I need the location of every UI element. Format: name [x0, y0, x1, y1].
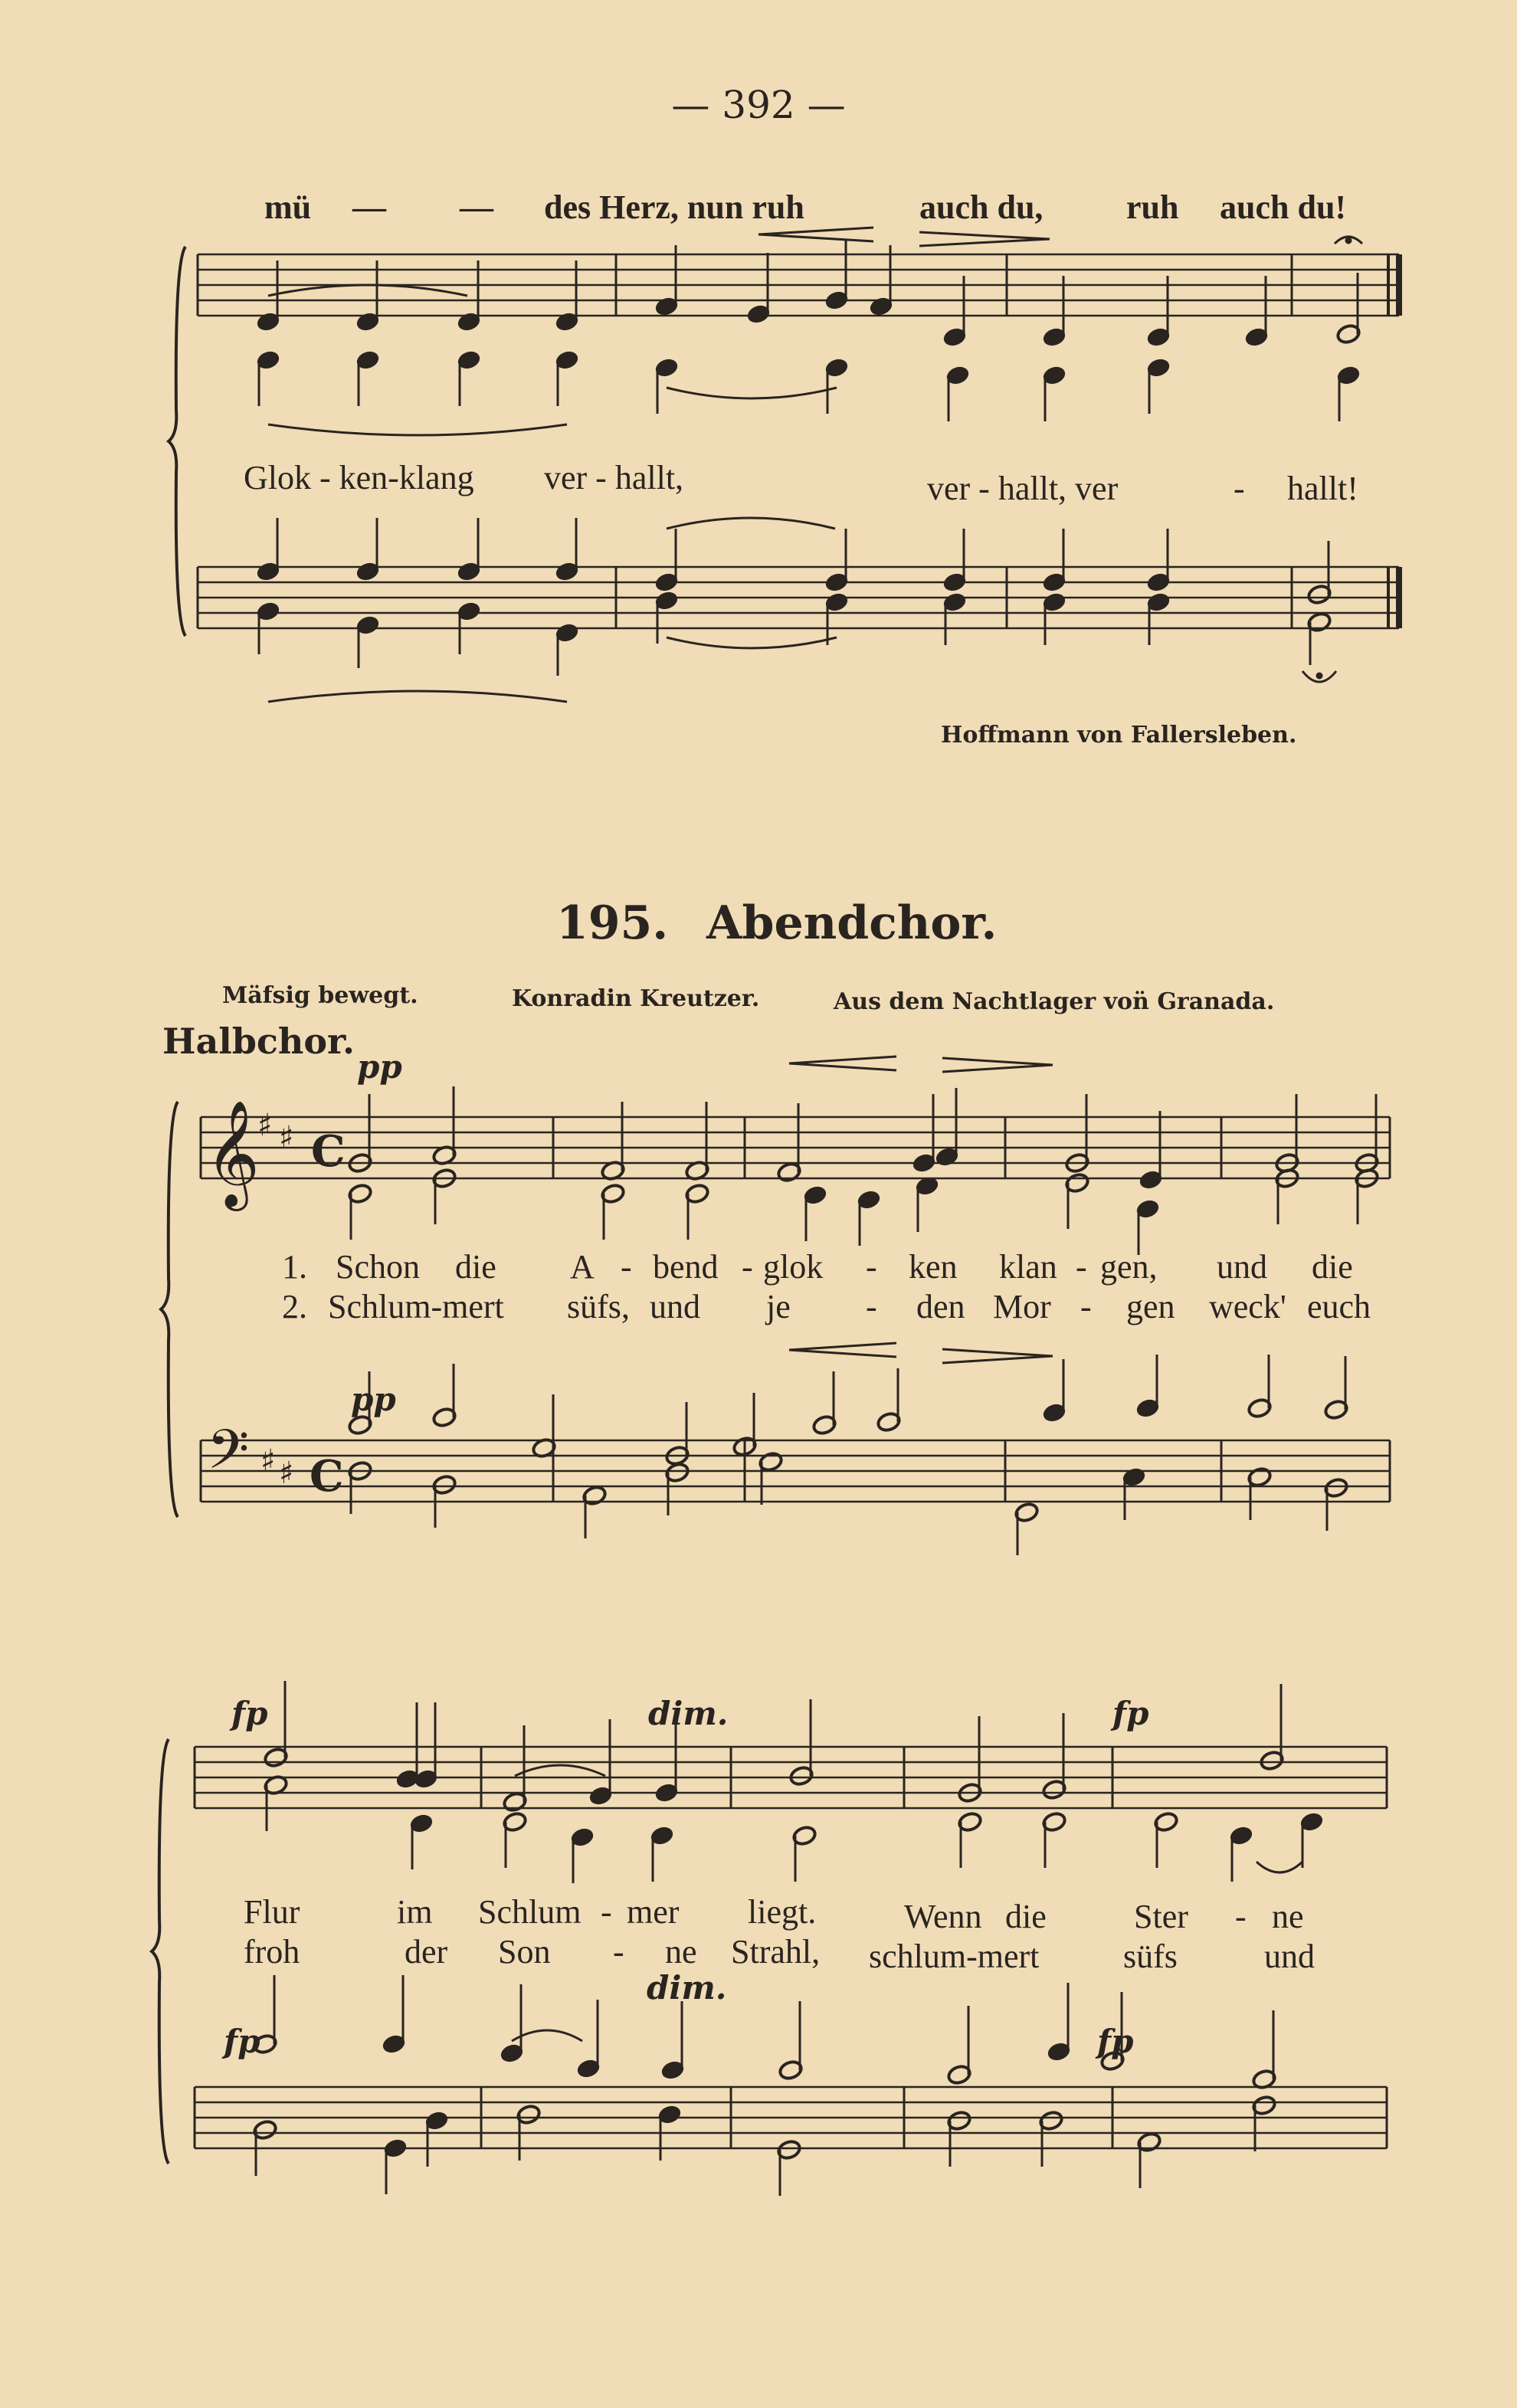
song-number: 195.: [556, 896, 669, 950]
verse1-word: gen,: [1100, 1248, 1158, 1286]
verse1c-word: -: [1235, 1898, 1247, 1935]
tempo-marking: Mäfsig bewegt.: [222, 982, 418, 1009]
dynamic-dim-1: dim.: [648, 1695, 729, 1732]
crescendo-hairpin: [789, 1057, 896, 1063]
verse2-word: gen: [1126, 1288, 1175, 1325]
time-signature: C: [310, 1451, 344, 1502]
verse1-word: bend: [653, 1248, 719, 1286]
verse1-word: -: [742, 1248, 753, 1286]
slur: [268, 285, 467, 296]
verse1c-word: Ster: [1134, 1898, 1188, 1935]
verse2-word: euch: [1307, 1288, 1371, 1325]
verse1-word: Schon: [336, 1248, 420, 1286]
slur: [512, 2030, 582, 2041]
verse1c-word: Flur: [244, 1893, 300, 1931]
verse1-word: -: [866, 1248, 877, 1286]
sharp-icon: ♯: [260, 1443, 276, 1479]
lyric-lower-2: ver - hallt,: [544, 459, 684, 496]
lyric-upper-3: —: [460, 188, 493, 226]
verse2-word: -: [866, 1288, 877, 1325]
verse1-word: glok: [763, 1248, 824, 1286]
verse1-word: klan: [999, 1248, 1057, 1286]
verse2-word: weck': [1209, 1288, 1286, 1325]
lyric-lower-4: -: [1234, 470, 1245, 507]
lyric-upper-5: auch du,: [919, 188, 1044, 226]
verse2c-word: -: [613, 1933, 624, 1971]
verse1c-word: -: [601, 1893, 612, 1931]
verse1c-word: ne: [1272, 1898, 1304, 1935]
verse2-word: den: [916, 1288, 965, 1325]
composer: Konradin Kreutzer.: [512, 985, 760, 1012]
decrescendo-hairpin: [919, 232, 1050, 239]
treble-clef-icon: 𝄞: [205, 1100, 260, 1207]
dynamic-pp-bass: pp: [351, 1381, 396, 1418]
dynamic-fp-1: fp: [231, 1695, 268, 1732]
verse2c-word: und: [1264, 1938, 1315, 1975]
system-brace: [169, 247, 185, 636]
lyric-upper-1: mü: [264, 188, 312, 226]
verse1-word: -: [1076, 1248, 1087, 1286]
sharp-icon: ♯: [257, 1108, 273, 1143]
verse2-word: -: [1080, 1288, 1092, 1325]
verse2c-word: Son: [498, 1933, 551, 1971]
slur: [1257, 1862, 1302, 1872]
page-number: — 392 —: [671, 83, 846, 127]
sharp-icon: ♯: [279, 1120, 294, 1155]
section-label: Halbchor.: [162, 1021, 355, 1062]
bass-clef-icon: 𝄢: [207, 1418, 250, 1495]
verse1-word: und: [1217, 1248, 1267, 1286]
crescendo-hairpin: [789, 1350, 896, 1357]
crescendo-hairpin: [758, 228, 873, 234]
dynamic-fp-2: fp: [1112, 1695, 1149, 1732]
verse1-word: ken: [909, 1248, 958, 1286]
slur: [268, 691, 567, 702]
verse2-word: Schlum-mert: [328, 1288, 504, 1325]
decrescendo-hairpin: [942, 1065, 1053, 1072]
system-brace: [152, 1739, 169, 2164]
verse2-word: Mor: [993, 1288, 1051, 1325]
decrescendo-hairpin: [942, 1058, 1053, 1065]
verse1-word: die: [455, 1248, 496, 1286]
verse1-word: die: [1312, 1248, 1353, 1286]
verse2c-word: süfs: [1123, 1938, 1178, 1975]
lyric-upper-4: des Herz, nun ruh: [544, 188, 804, 226]
song-title: Abendchor.: [706, 896, 998, 950]
verse2-word: je: [766, 1288, 791, 1325]
lyric-lower-3: ver - hallt, ver: [927, 470, 1119, 507]
system-brace: [161, 1102, 178, 1517]
slur: [515, 1765, 605, 1776]
crescendo-hairpin: [758, 234, 873, 241]
crescendo-hairpin: [789, 1063, 896, 1070]
decrescendo-hairpin: [919, 239, 1050, 246]
verse1-word: -: [621, 1248, 632, 1286]
slur: [667, 388, 837, 398]
slur: [667, 637, 837, 648]
verse2c-word: schlum-mert: [869, 1938, 1040, 1975]
verse1c-word: Wenn: [904, 1898, 982, 1935]
lyric-upper-7: auch du!: [1220, 188, 1347, 226]
dynamic-fp-4: fp: [1097, 2023, 1134, 2060]
fermata: [1316, 673, 1322, 679]
sharp-icon: ♯: [279, 1456, 294, 1491]
dynamic-dim-2: dim.: [647, 1969, 727, 2007]
crescendo-hairpin: [789, 1343, 896, 1350]
verse2c-word: froh: [244, 1933, 300, 1971]
verse2c-word: der: [405, 1933, 448, 1971]
time-signature: C: [311, 1126, 346, 1177]
verse1-word: A: [570, 1248, 595, 1286]
previous-song-author: Hoffmann von Fallersleben.: [941, 722, 1297, 749]
slur: [667, 518, 835, 529]
verse2-word: und: [650, 1288, 700, 1325]
verse2c-word: ne: [665, 1933, 697, 1971]
slur: [268, 424, 567, 435]
verse1c-word: im: [397, 1893, 433, 1931]
lyric-lower-5: hallt!: [1287, 470, 1358, 507]
verse2c-word: Strahl,: [731, 1933, 821, 1971]
verse1c-word: mer: [627, 1893, 680, 1931]
decrescendo-hairpin: [942, 1349, 1053, 1356]
verse1c-word: die: [1005, 1898, 1047, 1935]
verse1-num: 1.: [282, 1248, 307, 1286]
fermata: [1345, 238, 1352, 244]
dynamic-pp-treble: pp: [357, 1048, 402, 1086]
decrescendo-hairpin: [942, 1356, 1053, 1363]
verse2-num: 2.: [282, 1288, 307, 1325]
source: Aus dem Nachtlager von̈ Granada.: [834, 988, 1275, 1015]
verse1c-word: liegt.: [748, 1893, 817, 1931]
lyric-upper-2: —: [352, 188, 386, 226]
verse1c-word: Schlum: [478, 1893, 582, 1931]
dynamic-fp-3: fp: [224, 2023, 260, 2060]
verse2-word: süfs,: [567, 1288, 630, 1325]
lyric-lower-1: Glok - ken-klang: [244, 459, 474, 496]
lyric-upper-6: ruh: [1126, 188, 1179, 226]
